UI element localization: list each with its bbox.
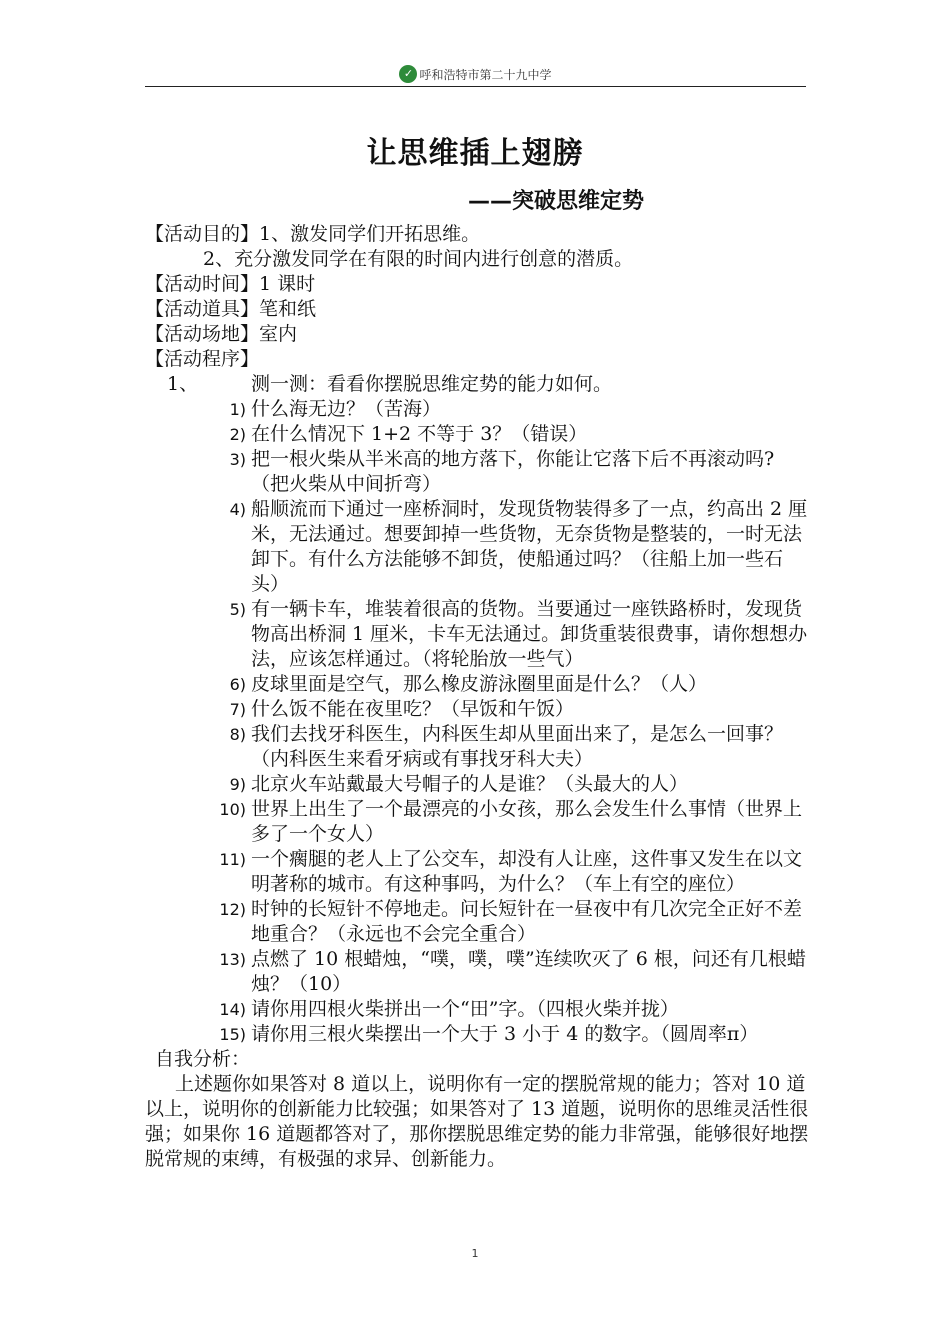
question-number: 2)	[229, 425, 246, 444]
question-number: 5)	[229, 600, 246, 619]
question-text: 世界上出生了一个最漂亮的小女孩，那么会发生什么事情（世界上多了一个女人）	[251, 798, 803, 845]
question-item	[145, 447, 810, 497]
activity-tools: 【活动道具】笔和纸	[145, 298, 317, 320]
question-text: 什么饭不能在夜里吃？（早饭和午饭）	[251, 698, 575, 720]
question-item	[145, 997, 810, 1022]
question-text: 北京火车站戴最大号帽子的人是谁？（头最大的人）	[251, 773, 689, 795]
page-number: 1	[471, 1247, 479, 1260]
self-analysis-text: 上述题你如果答对 8 道以上，说明你有一定的摆脱常规的能力；答对 10 道以上，说明你的创新能力比较强；如果答对了 13 道题，说明你的思维灵活性很强；如果你 16 道题都答对了，那你摆脱思维定势的能力非常强，能够很好地摆脱常规的束缚，有极强的求异、创新能力。	[145, 1073, 809, 1170]
question-text: 船顺流而下通过一座桥洞时，发现货物装得多了一点，约高出 2 厘米，无法通过。想要卸掉一些货物，无奈货物是整装的，一时无法卸下。有什么方法能够不卸货，使船通过吗？（往船上加一些石头）	[251, 498, 808, 595]
question-number: 12)	[219, 900, 246, 919]
question-item	[145, 422, 810, 447]
question-item	[145, 897, 810, 947]
document-title: 让思维插上翅膀	[366, 136, 584, 171]
question-item	[145, 672, 810, 697]
question-text: 点燃了 10 根蜡烛，“噗，噗，噗”连续吹灭了 6 根，问还有几根蜡烛？（10）	[251, 948, 806, 995]
question-number: 4)	[229, 500, 246, 519]
question-text: 什么海无边？（苦海）	[251, 398, 442, 420]
procedure-step	[145, 372, 810, 397]
document-subtitle: ——突破思维定势	[468, 189, 645, 214]
self-analysis-heading: 自我分析：	[155, 1048, 251, 1070]
question-number: 11)	[219, 850, 246, 869]
question-number: 15)	[219, 1025, 246, 1044]
question-text: 时钟的长短针不停地走。问长短针在一昼夜中有几次完全正好不差地重合？（永远也不会完全重合）	[251, 898, 803, 945]
question-number: 6)	[229, 675, 246, 694]
question-number: 1)	[229, 400, 246, 419]
question-text: 请你用三根火柴摆出一个大于 3 小于 4 的数字。（圆周率π）	[251, 1023, 759, 1045]
question-item	[145, 947, 810, 997]
page-header	[145, 62, 806, 87]
document-body	[145, 222, 810, 1172]
question-text: 请你用四根火柴拼出一个“田”字。（四根火柴并拢）	[251, 998, 679, 1020]
school-logo-icon: ✓	[399, 65, 417, 83]
question-item	[145, 597, 810, 672]
question-item	[145, 772, 810, 797]
question-number: 3)	[229, 450, 246, 469]
question-item	[145, 722, 810, 772]
step-number: 1、	[167, 373, 199, 395]
question-item	[145, 497, 810, 597]
question-item	[145, 847, 810, 897]
activity-time: 【活动时间】1 课时	[145, 273, 316, 295]
step-text: 测一测：看看你摆脱思维定势的能力如何。	[251, 373, 613, 395]
school-name: 呼和浩特市第二十九中学	[419, 67, 552, 82]
activity-purpose: 【活动目的】1、激发同学们开拓思维。	[145, 223, 481, 245]
question-number: 13)	[219, 950, 246, 969]
question-item	[145, 697, 810, 722]
question-text: 一个瘸腿的老人上了公交车，却没有人让座，这件事又发生在以文明著称的城市。有这种事吗，为什么？（车上有空的座位）	[251, 848, 803, 895]
question-number: 14)	[219, 1000, 246, 1019]
question-text: 有一辆卡车，堆装着很高的货物。当要通过一座铁路桥时，发现货物高出桥洞 1 厘米，卡车无法通过。卸货重装很费事，请你想想办法，应该怎样通过。（将轮胎放一些气）	[251, 598, 808, 670]
question-text: 我们去找牙科医生，内科医生却从里面出来了，是怎么一回事？（内科医生来看牙病或有事找牙科大夫）	[251, 723, 784, 770]
activity-procedure: 【活动程序】	[145, 348, 260, 370]
question-number: 9)	[229, 775, 246, 794]
question-number: 7)	[229, 700, 246, 719]
question-item	[145, 397, 810, 422]
question-item	[145, 797, 810, 847]
question-number: 8)	[229, 725, 246, 744]
question-text: 把一根火柴从半米高的地方落下，你能让它落下后不再滚动吗?（把火柴从中间折弯）	[251, 448, 775, 495]
question-number: 10)	[219, 800, 246, 819]
activity-purpose-2: 2、充分激发同学在有限的时间内进行创意的潜质。	[203, 248, 634, 270]
question-item	[145, 1022, 810, 1047]
question-text: 在什么情况下 1+2 不等于 3？（错误）	[251, 423, 588, 445]
activity-venue: 【活动场地】室内	[145, 323, 298, 345]
question-text: 皮球里面是空气，那么橡皮游泳圈里面是什么？（人）	[251, 673, 708, 695]
